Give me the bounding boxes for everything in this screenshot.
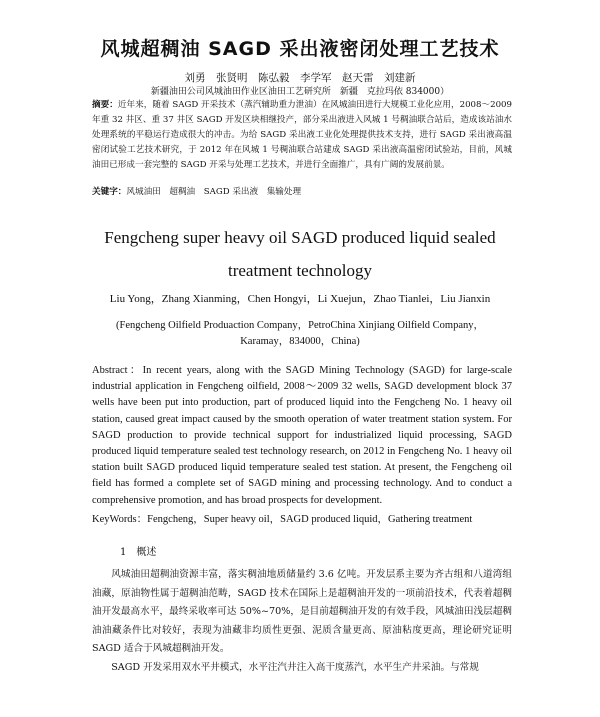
english-title-line-1: Fengcheng super heavy oil SAGD produced liquid sealed [104,228,496,247]
chinese-title: 风城超稠油 SAGD 采出液密闭处理工艺技术 [100,38,500,60]
english-keywords-label: KeyWords： [92,514,148,525]
english-abstract [92,363,512,509]
english-abstract-text: In recent years, along with the SAGD Mining Technology (SAGD) for large-scale industrial application in Fengcheng oilfield, 2008～2009 32 wells, SAGD development block 37 wells have been put into production, part of produced liquid into the Fengcheng No. 1 heavy oil station, caused great impact caused by the smooth operation of water treatment station system. For SAGD production to provide technical support for industrialized liquid processing, SAGD produced liquid temperature sealed test technology research, on 2012 in Fengcheng No. 1 heavy oil station built SAGD produced liquid temperature sealed test station. At present, the Fengcheng oil field has formed a complete set of SAGD mining and processing technology. And to conduct a comprehensive promotion, and has broad prospects for development. [92,365,512,506]
body-paragraph-1: 风城油田超稠油资源丰富，落实稠油地质储量约 3.6 亿吨。开发层系主要为齐古组和八道湾组油藏，原油物性属于超稠油范畴，SAGD 技术在国际上是超稠油开发的一项前沿技术，代表着超稠油开发最高水平，最终采收率可达 50%~70%，是目前超稠油开发的有效手段，风城油田浅层超稠油油藏条件比对较好，表现为油藏非均质性更强、泥质含量更高、原油粘度更高，理论研究证明 SAGD 适合于风城超稠油开发。 [92,569,512,655]
english-affiliation: (Fengcheng Oilfield Produaction Company，PetroChina Xinjiang Oilfield Company，Karamay，834000，China) [115,320,485,347]
english-title-line-2: treatment technology [228,261,372,280]
english-authors: Liu Yong，Zhang Xianming，Chen Hongyi，Li Xuejun，Zhao Tianlei，Liu Jianxin [109,293,491,305]
english-keywords [92,511,512,526]
chinese-keywords-label: 关键字： [92,187,127,197]
section-heading: 1 概述 [120,547,157,558]
chinese-abstract [92,98,512,173]
english-keywords-text: Fengcheng，Super heavy oil，SAGD produced liquid，Gathering treatment [147,514,473,525]
chinese-keywords-text: 风城油田 超稠油 SAGD 采出液 集输处理 [126,187,302,197]
chinese-affiliation: 新疆油田公司风城油田作业区油田工艺研究所 新疆 克拉玛依 834000） [150,87,450,97]
chinese-authors: 刘勇 张贤明 陈弘毅 李学军 赵天雷 刘建新 [184,72,416,84]
chinese-abstract-text: 近年来，随着 SAGD 开采技术（蒸汽辅助重力泄油）在风城油田进行大规模工业化应用，2008～2009 年重 32 井区、重 37 井区 SAGD 开发区块相继投产，部分采出液进入风城 1 号稠油联合站后，造成该站油水处理系统的平稳运行造成很大的冲击。为给 SAGD 采出液工业化处理提供技术支持，进行 SAGD 采出液高温密闭试验工艺技术研究，于 2012 年在风城 1 号稠油联合站建成 SAGD 采出液高温密闭试验站，目前，风城油田已形成一套完整的 SAGD 开采与处理工艺技术，并进行全面推广，具有广阔的发展前景。 [92,100,512,170]
chinese-abstract-label: 摘要： [92,100,118,110]
section-body [92,566,512,678]
english-abstract-label: Abstract： [92,365,143,376]
english-title [0,221,600,287]
chinese-keywords [92,185,512,197]
body-paragraph-2: SAGD 开发采用双水平井模式，水平注汽井注入高干度蒸汽，水平生产井采油。与常规 [111,661,479,673]
